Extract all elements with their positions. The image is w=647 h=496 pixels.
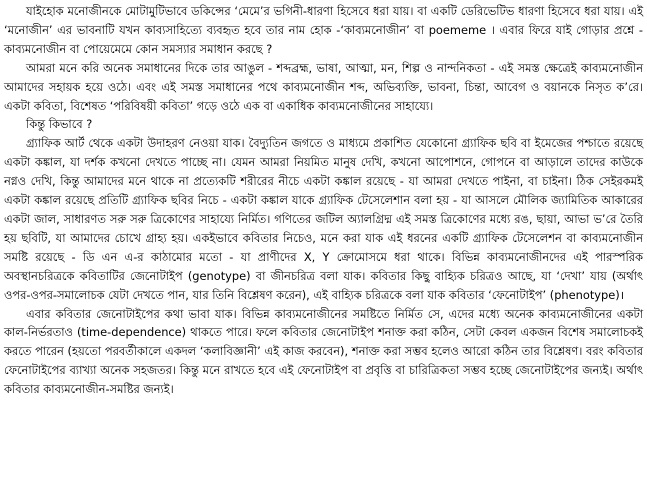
- paragraph-question: কিন্তু কিভাবে ?: [26, 117, 93, 132]
- paragraph-graphic-art-example: গ্র্যাফিক আর্ট থেকে একটা উদাহরণ নেওয়া যাক। বৈদ্যুতিন জগতে ও মাধ্যমে প্রকাশিত যেকোনো গ্র্যাফিক ছবি বা ইমেজের পশ্চাতে রয়েছে একটা কঙ্কাল, যা দর্শক কখনো দেখতে পাচ্ছে না। যেমন আমরা নিয়মিত মানুষ দেখি, কখনো আপোশনে, গোপনে বা আড়ালে তাদের কাউকে নগ্নও দেখি, কিন্তু আমাদের মনে থাকে না প্রত্যেকটি শরীরের নীচে একটা কঙ্কাল রয়েছে - যা আমরা দেখতে পাইনা, বা চাইনা। ঠিক সেইরকমই একটা কঙ্কাল রয়েছে প্রতিটি গ্র্যাফিক ছবির নিচে - একটা কঙ্কাল যাকে গ্র্যাফিক টেসেলেশান বলা হয় - যা আসলে মৌলিক জ্যামিতিক আকারের একটা জাল, সাধারণত সরু সরু ত্রিকোণের সাহায্যে নির্মিত। গণিতের জটিল অ্যালগ্রিদ্ম এই সমস্ত ত্রিকোণের মধ্যে রঙ, ছায়া, আভা ভ’রে তৈরি হয় ছবিটি, যা আমাদের চোখে গ্রাহ্য হয়। একইভাবে কবিতার নিচেও, মনে করা যাক এই ধরনের একটি গ্র্যাফিক টেসেলেশন বা কাব্যমনোজীন সমষ্টি রয়েছে - ডি এন এ-র কাঠামোর মতো - যা প্রাণীদের X, Y ক্রোমোসমে ধরা থাকে। বিভিন্ন কাব্যমনোজীনদের এই পারস্পরিক অবস্থানচরিত্রকে কবিতাটির জেনোটাইপ (genotype) বা জীনচরিত্র বলা যাক। কবিতার কিছু বাহ্যিক চরিত্রও আছে, যা ‘দেখা’ যায় (অর্থাৎ ওপর-ওপর-সমালোচক যেটা দেখতে পান, যার তিনি বিশ্লেষণ করেন), এই বাহ্যিক চরিত্রকে বলা যাক কবিতার ‘ফেনোটাইপ’ (phenotype)।: [4, 136, 643, 302]
- paragraph-solutions: আমরা মনে করি অনেক সমাধানের দিকে তার আঙুল - শব্দব্রহ্ম, ভাষা, আত্মা, মন, শিল্প ও নান্দনিকতা - এই সমস্ত ক্ষেত্রেই কাব্যমনোজীন আমাদের সহায়ক হয়ে ওঠে। এবং এই সমস্ত সমাধানের পথে কাব্যমনোজীন শব্দ, অভিব্যক্তি, ভাবনা, চিন্তা, আবেগ ও বয়ানকে নিসৃত ক’রে। একটা কবিতা, বিশেষত ‘পরিবিষয়ী কবিতা’ গড়ে ওঠে এক বা একাধিক কাব্যমনোজীনের সাহায্যে।: [4, 60, 643, 113]
- document-page: [4, 2, 643, 494]
- paragraph-memetics-intro: যাইহোক মনোজীনকে মোটামুটিভাবে ডকিন্সের ‘মেমে’র ভগিনী-ধারণা হিসেবে ধরা যায়। বা একটি ডেরিভেটিভ ধারণা হিসেবে ধরা যায়। এই ‘মনোজীন’ এর ভাবনাটি যখন কাব্যসাহিত্যে ব্যবহৃত হবে তার নাম হোক -‘কাব্যমনোজীন’ বা poememe । এবার ফিরে যাই গোড়ার প্রশ্নে - কাব্যমনোজীন বা পোয়েমেমে কোন সমস্যার সমাধান করছে ?: [4, 4, 643, 56]
- paragraph-genotype: এবার কবিতার জেনোটাইপের কথা ভাবা যাক। বিভিন্ন কাব্যমনোজীনের সমষ্টিতে নির্মিত সে, এদের মধ্যে অনেক কাব্যমনোজীনের একটা কাল-নির্ভরতাও (time-dependence) থাকতে পারে। ফলে কবিতার জেনোটাইপ শনাক্ত করা কঠিন, সেটা কেবল একজন বিশেষ সমালোচকই করতে পারেন (হয়তো পরবর্তীকালে একদল ‘কলাবিজ্ঞানী’ এই কাজ করবেন), শনাক্ত করা সম্ভব হলেও আরো কঠিন তার বিশ্লেষণ। বরং কবিতার ফেনোটাইপের ব্যাখ্যা অনেক সহজতর। কিন্তু মনে রাখতে হবে এই ফেনোটাইপ বা প্রবৃত্তি বা চারিত্রিকতা সম্ভব হচ্ছে জেনোটাইপের জন্যই। অর্থাৎ কবিতার কাব্যমনোজীন-সমষ্টির জন্যই।: [4, 306, 643, 397]
